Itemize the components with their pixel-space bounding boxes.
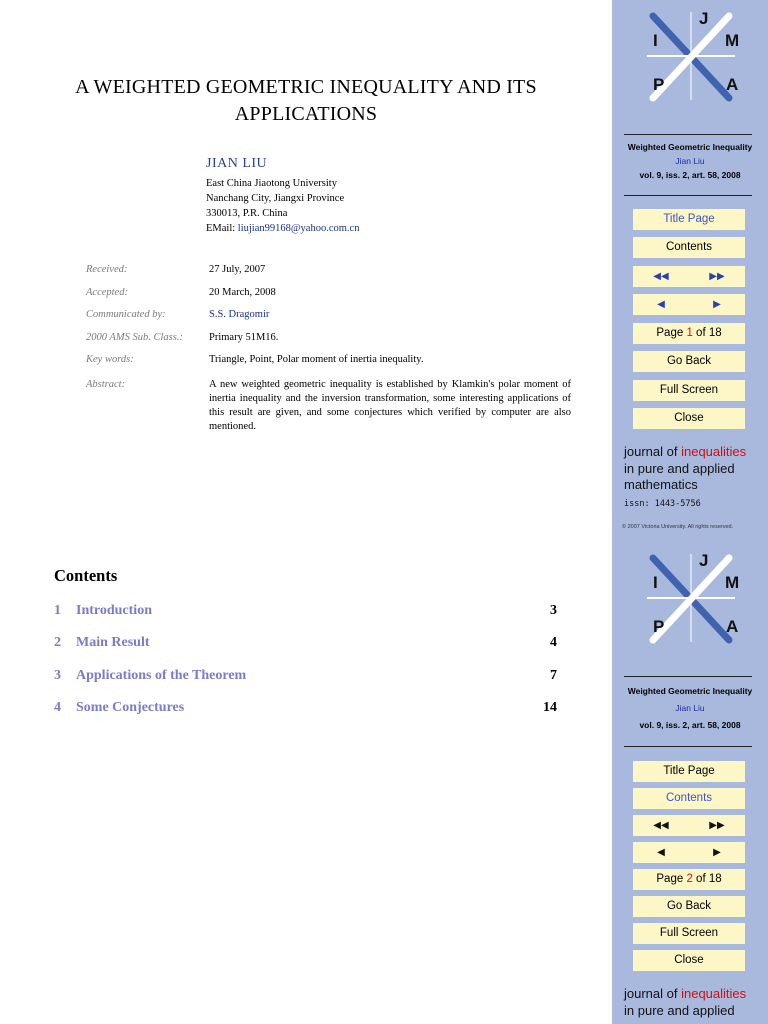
affiliation-line: East China Jiaotong University bbox=[206, 178, 337, 189]
go-back-button[interactable]: Go Back bbox=[633, 896, 745, 917]
jimpa-logo bbox=[637, 548, 743, 648]
title-line-1: A WEIGHTED GEOMETRIC INEQUALITY AND ITS bbox=[75, 76, 537, 98]
page-indicator bbox=[633, 869, 745, 890]
logo-letter: J bbox=[699, 9, 709, 28]
sidebar-rule bbox=[624, 676, 752, 677]
toc-page: 14 bbox=[543, 700, 557, 715]
next-page-icon[interactable]: ▶ bbox=[713, 847, 721, 858]
meta-label: Communicated by: bbox=[86, 309, 166, 320]
current-page-number: 1 bbox=[686, 327, 693, 339]
rewind-icon[interactable]: ◀◀ bbox=[653, 820, 669, 831]
fast-forward-icon[interactable]: ▶▶ bbox=[709, 820, 725, 831]
toc-label[interactable]: Main Result bbox=[76, 635, 150, 650]
sidebar-short-title: Weighted Geometric Inequality bbox=[627, 686, 753, 696]
logo-letter: J bbox=[699, 551, 709, 570]
journal-word-accent: inequalities bbox=[681, 986, 747, 1001]
page-total: of 18 bbox=[696, 873, 722, 885]
issn: issn: 1443-5756 bbox=[624, 499, 701, 509]
toc-page: 4 bbox=[550, 635, 557, 650]
page-word: Page bbox=[656, 873, 684, 885]
sidebar-author[interactable]: Jian Liu bbox=[675, 703, 705, 713]
toc-number: 3 bbox=[54, 668, 61, 683]
fast-forward-icon[interactable]: ▶▶ bbox=[709, 271, 725, 282]
jump-buttons bbox=[633, 266, 745, 287]
go-back-button[interactable]: Go Back bbox=[633, 351, 745, 372]
sidebar-author[interactable]: Jian Liu bbox=[675, 156, 705, 166]
logo-letter: I bbox=[653, 573, 658, 592]
toc-number: 1 bbox=[54, 603, 61, 618]
step-buttons bbox=[633, 294, 745, 315]
copyright: © 2007 Victoria University. All rights reserved. bbox=[622, 524, 734, 530]
logo-letter: A bbox=[726, 617, 739, 636]
rewind-icon[interactable]: ◀◀ bbox=[653, 271, 669, 282]
toc-page: 3 bbox=[550, 603, 557, 618]
meta-label: 2000 AMS Sub. Class.: bbox=[86, 332, 183, 343]
meta-label: Accepted: bbox=[86, 287, 128, 298]
previous-page-icon[interactable]: ◀ bbox=[657, 847, 665, 858]
sidebar-volume: vol. 9, iss. 2, art. 58, 2008 bbox=[639, 170, 741, 180]
sidebar-volume: vol. 9, iss. 2, art. 58, 2008 bbox=[639, 720, 741, 730]
logo-letter: P bbox=[653, 75, 665, 94]
communicator-link[interactable]: S.S. Dragomir bbox=[209, 309, 270, 320]
journal-word-accent: inequalities bbox=[681, 444, 747, 459]
toc-page: 7 bbox=[550, 668, 557, 683]
jimpa-logo bbox=[637, 6, 743, 106]
title-page-button[interactable]: Title Page bbox=[633, 209, 745, 230]
journal-line: in pure and applied bbox=[624, 460, 735, 476]
affiliation-line: 330013, P.R. China bbox=[206, 208, 288, 219]
abstract-text: A new weighted geometric inequality is established by Klamkin's polar moment of inertia inequality and the inversion transformation, some interesting applications of this result are given, and some conjectures which verified by computer are also mentioned. bbox=[209, 379, 571, 432]
sidebar-rule bbox=[624, 195, 752, 196]
contents-heading: Contents bbox=[54, 566, 118, 585]
logo-letter: M bbox=[725, 573, 740, 592]
meta-value: Primary 51M16. bbox=[209, 332, 279, 343]
full-screen-button[interactable]: Full Screen bbox=[633, 923, 745, 944]
sidebar-info bbox=[626, 140, 754, 182]
full-screen-button[interactable]: Full Screen bbox=[633, 380, 745, 401]
meta-value: 27 July, 2007 bbox=[209, 264, 266, 275]
logo-letter: A bbox=[726, 75, 739, 94]
affiliation-line: Nanchang City, Jiangxi Province bbox=[206, 193, 345, 204]
meta-label: Key words: bbox=[86, 354, 134, 365]
toc-label[interactable]: Some Conjectures bbox=[76, 700, 185, 715]
previous-page-icon[interactable]: ◀ bbox=[657, 299, 665, 310]
jump-buttons bbox=[633, 815, 745, 836]
email-link[interactable]: liujian99168@yahoo.com.cn bbox=[237, 223, 360, 234]
sidebar-info bbox=[626, 684, 754, 732]
toc-number: 4 bbox=[54, 700, 61, 715]
close-button[interactable]: Close bbox=[633, 408, 745, 429]
affiliation bbox=[206, 176, 359, 236]
contents-button[interactable]: Contents bbox=[633, 237, 745, 258]
sidebar-short-title: Weighted Geometric Inequality bbox=[627, 142, 753, 152]
journal-word: journal of bbox=[624, 444, 682, 459]
meta-label: Abstract: bbox=[86, 379, 126, 390]
logo-letter: I bbox=[653, 31, 658, 50]
toc-label[interactable]: Applications of the Theorem bbox=[76, 668, 247, 683]
page-word: Page bbox=[656, 327, 684, 339]
sidebar-rule bbox=[624, 746, 752, 747]
logo-letter: M bbox=[725, 31, 740, 50]
current-page-number: 2 bbox=[686, 873, 693, 885]
meta-label: Received: bbox=[86, 264, 128, 275]
close-button[interactable]: Close bbox=[633, 950, 745, 971]
journal-line: mathematics bbox=[624, 477, 698, 492]
paper-title bbox=[40, 74, 572, 128]
journal-name bbox=[624, 986, 746, 1019]
toc-number: 2 bbox=[54, 635, 61, 650]
journal-word: journal of bbox=[624, 986, 682, 1001]
journal-line: in pure and applied bbox=[624, 1002, 735, 1018]
sidebar-rule bbox=[624, 134, 752, 135]
page-total: of 18 bbox=[696, 327, 722, 339]
toc-label[interactable]: Introduction bbox=[76, 603, 152, 618]
navigation-sidebar bbox=[612, 0, 768, 1024]
title-line-2: APPLICATIONS bbox=[234, 103, 378, 125]
meta-value: Triangle, Point, Polar moment of inertia inequality. bbox=[209, 354, 424, 365]
author-name[interactable]: JIAN LIU bbox=[206, 156, 268, 171]
email-line bbox=[206, 221, 359, 236]
page-indicator bbox=[633, 323, 745, 344]
title-page-button[interactable]: Title Page bbox=[633, 761, 745, 782]
next-page-icon[interactable]: ▶ bbox=[713, 299, 721, 310]
logo-letter: P bbox=[653, 617, 665, 636]
journal-name bbox=[624, 444, 746, 494]
contents-button[interactable]: Contents bbox=[633, 788, 745, 809]
meta-value: 20 March, 2008 bbox=[209, 287, 276, 298]
email-label: EMail: bbox=[206, 223, 236, 234]
step-buttons bbox=[633, 842, 745, 863]
